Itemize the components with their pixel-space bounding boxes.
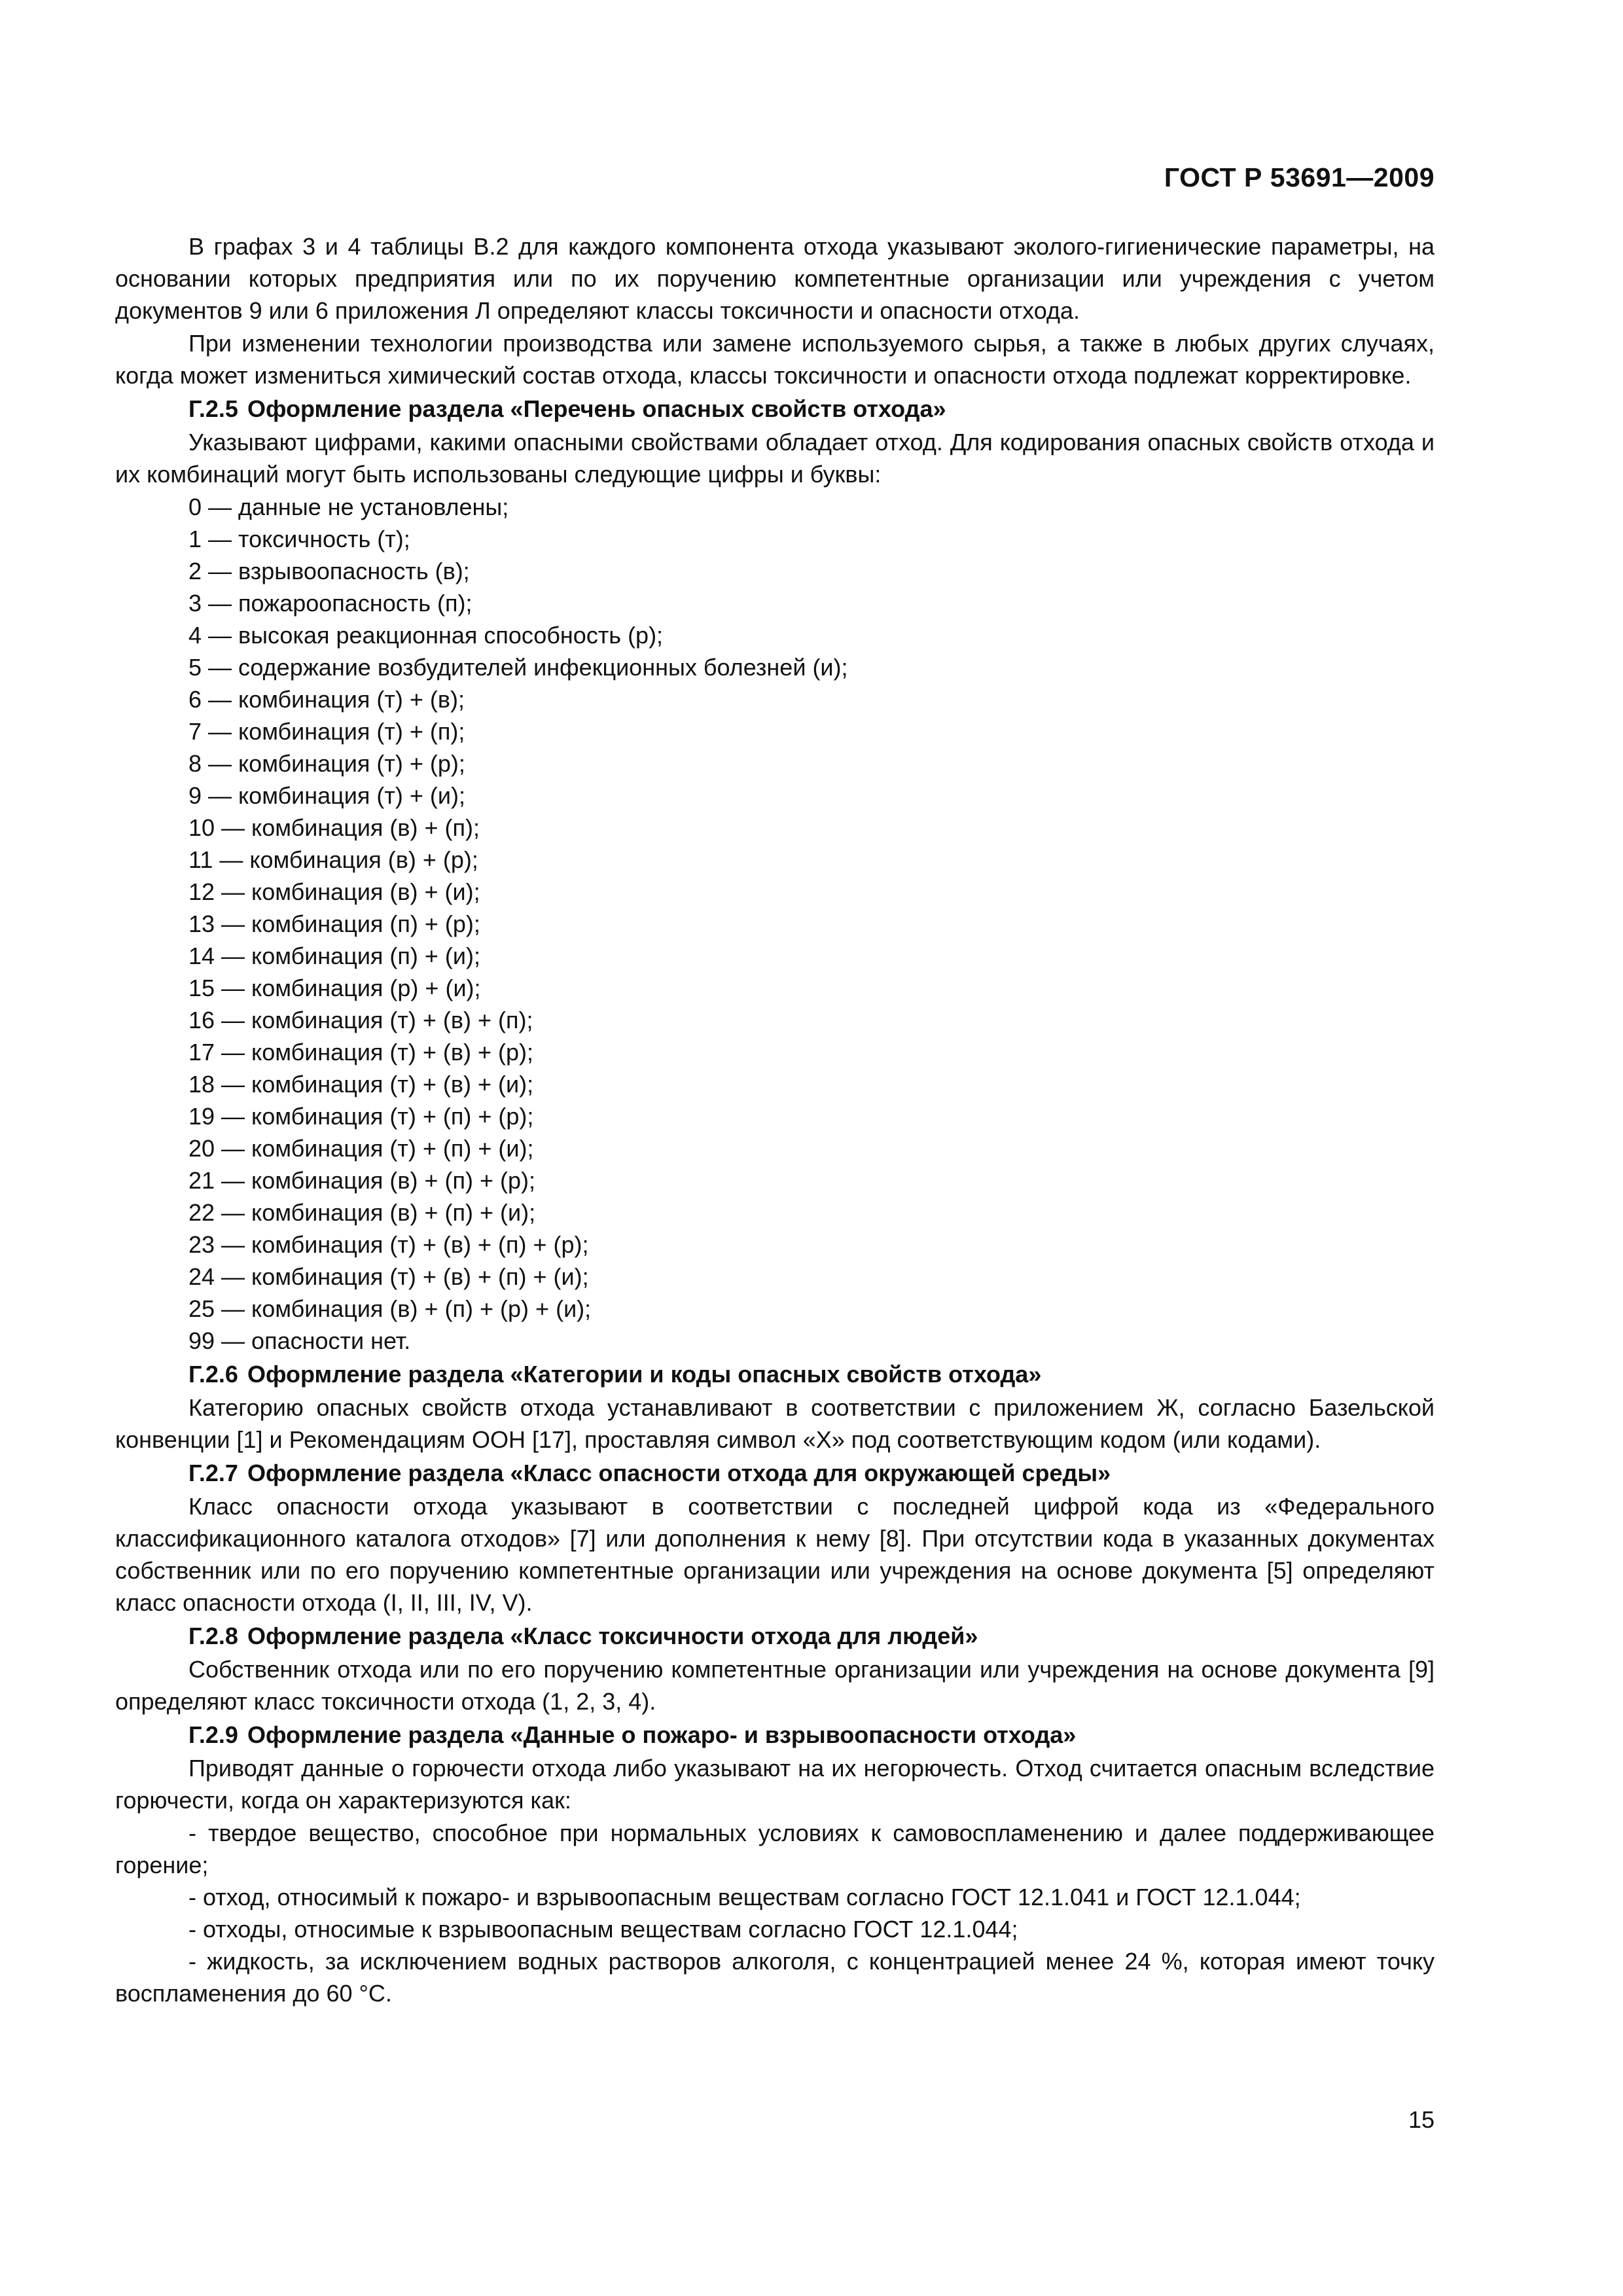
flammability-criterion: - твердое вещество, способное при нормальных условиях к самовоспламенению и далее поддерживающее горение;	[115, 1820, 1435, 1878]
hazard-code-item: 17 — комбинация (т) + (в) + (р);	[188, 1039, 534, 1066]
hazard-code-item: 10 — комбинация (в) + (п);	[188, 814, 480, 841]
hazard-code-item: 9 — комбинация (т) + (и);	[188, 782, 465, 809]
flammability-criterion: - отходы, относимые к взрывоопасным веществам согласно ГОСТ 12.1.044;	[188, 1916, 1018, 1943]
section-number: Г.2.7	[188, 1460, 238, 1486]
hazard-code-item: 4 — высокая реакционная способность (р);	[188, 622, 664, 649]
hazard-code-item: 8 — комбинация (т) + (р);	[188, 750, 465, 777]
hazard-code-item: 19 — комбинация (т) + (п) + (р);	[188, 1103, 534, 1130]
page-number: 15	[1408, 2106, 1435, 2133]
hazard-code-item: 12 — комбинация (в) + (и);	[188, 878, 480, 905]
section-g25-paragraph: Указывают цифрами, какими опасными свойствами обладает отход. Для кодирования опасных свойств отхода и их комбинаций могут быть использованы следующие цифры и буквы:	[115, 429, 1435, 488]
section-title: Оформление раздела «Класс токсичности отхода для людей»	[247, 1623, 978, 1649]
hazard-code-item: 99 — опасности нет.	[188, 1327, 411, 1354]
hazard-code-item: 24 — комбинация (т) + (в) + (п) + (и);	[188, 1263, 589, 1290]
hazard-code-item: 7 — комбинация (т) + (п);	[188, 718, 465, 745]
section-g27-paragraph: Класс опасности отхода указывают в соответствии с последней цифрой кода из «Федерального классификационного каталога отходов» [7] или дополнения к нему [8]. При отсутствии кода в указанных документах собственник или по его поручению компетентные организации или учреждения на основе документа [5] определяют класс опасности отхода (I, II, III, IV, V).	[115, 1493, 1435, 1616]
document-header-standard: ГОСТ Р 53691—2009	[1164, 162, 1435, 192]
hazard-code-item: 1 — токсичность (т);	[188, 526, 410, 552]
hazard-code-item: 13 — комбинация (п) + (р);	[188, 910, 480, 937]
hazard-code-item: 14 — комбинация (п) + (и);	[188, 942, 481, 969]
hazard-code-item: 16 — комбинация (т) + (в) + (п);	[188, 1007, 533, 1033]
section-title: Оформление раздела «Перечень опасных свойств отхода»	[247, 395, 946, 422]
section-g26-paragraph: Категорию опасных свойств отхода устанавливают в соответствии с приложением Ж, согласно Базельской конвенции [1] и Рекомендациям ООН [17], проставляя символ «Х» под соответствующим кодом (или кодами).	[115, 1394, 1435, 1453]
hazard-code-item: 18 — комбинация (т) + (в) + (и);	[188, 1071, 534, 1098]
flammability-criterion: - отход, относимый к пожаро- и взрывоопасным веществам согласно ГОСТ 12.1.041 и ГОСТ 12.1.044;	[188, 1884, 1301, 1910]
section-g28-paragraph: Собственник отхода или по его поручению компетентные организации или учреждения на основе документа [9] определяют класс токсичности отхода (1, 2, 3, 4).	[115, 1656, 1435, 1715]
section-heading-g26	[115, 1358, 1435, 1390]
section-number: Г.2.5	[188, 395, 238, 422]
section-number: Г.2.9	[188, 1721, 238, 1748]
section-title: Оформление раздела «Класс опасности отхода для окружающей среды»	[247, 1460, 1111, 1486]
flammability-criteria-list	[115, 1817, 1435, 2009]
flammability-criterion: - жидкость, за исключением водных растворов алкоголя, с концентрацией менее 24 %, которая имеют точку воспламенения до 60 °С.	[115, 1948, 1435, 2007]
hazard-code-item: 20 — комбинация (т) + (п) + (и);	[188, 1135, 534, 1162]
hazard-code-item: 21 — комбинация (в) + (п) + (р);	[188, 1167, 536, 1194]
hazard-code-item: 25 — комбинация (в) + (п) + (р) + (и);	[188, 1295, 592, 1322]
hazard-code-item: 11 — комбинация (в) + (р);	[188, 846, 478, 873]
section-heading-g28	[115, 1620, 1435, 1652]
hazard-code-item: 15 — комбинация (р) + (и);	[188, 975, 481, 1001]
hazard-code-item: 6 — комбинация (т) + (в);	[188, 686, 465, 713]
section-heading-g25	[115, 393, 1435, 425]
hazard-code-item: 0 — данные не установлены;	[188, 493, 509, 520]
section-heading-g29	[115, 1719, 1435, 1751]
hazard-code-item: 2 — взрывоопасность (в);	[188, 558, 470, 584]
hazard-code-item: 5 — содержание возбудителей инфекционных болезней (и);	[188, 654, 848, 681]
section-title: Оформление раздела «Категории и коды опасных свойств отхода»	[247, 1361, 1042, 1388]
intro-paragraph-2: При изменении технологии производства или замене используемого сырья, а также в любых других случаях, когда может измениться химический состав отхода, классы токсичности и опасности отхода подлежат корректировке.	[115, 330, 1435, 389]
section-title: Оформление раздела «Данные о пожаро- и взрывоопасности отхода»	[247, 1721, 1077, 1748]
intro-paragraph-1: В графах 3 и 4 таблицы В.2 для каждого компонента отхода указывают эколого-гигиенические параметры, на основании которых предприятия или по их поручению компетентные организации или учреждения с учетом документов 9 или 6 приложения Л определяют классы токсичности и опасности отхода.	[115, 233, 1435, 324]
hazard-code-item: 23 — комбинация (т) + (в) + (п) + (р);	[188, 1231, 589, 1258]
hazard-code-list	[115, 491, 1435, 1357]
hazard-code-item: 22 — комбинация (в) + (п) + (и);	[188, 1199, 536, 1226]
section-heading-g27	[115, 1457, 1435, 1489]
section-number: Г.2.8	[188, 1623, 238, 1649]
section-number: Г.2.6	[188, 1361, 238, 1388]
page-content	[115, 230, 1435, 2009]
hazard-code-item: 3 — пожароопасность (п);	[188, 590, 473, 617]
section-g29-paragraph: Приводят данные о горючести отхода либо указывают на их негорючесть. Отход считается опасным вследствие горючести, когда он характеризуются как:	[115, 1755, 1435, 1814]
